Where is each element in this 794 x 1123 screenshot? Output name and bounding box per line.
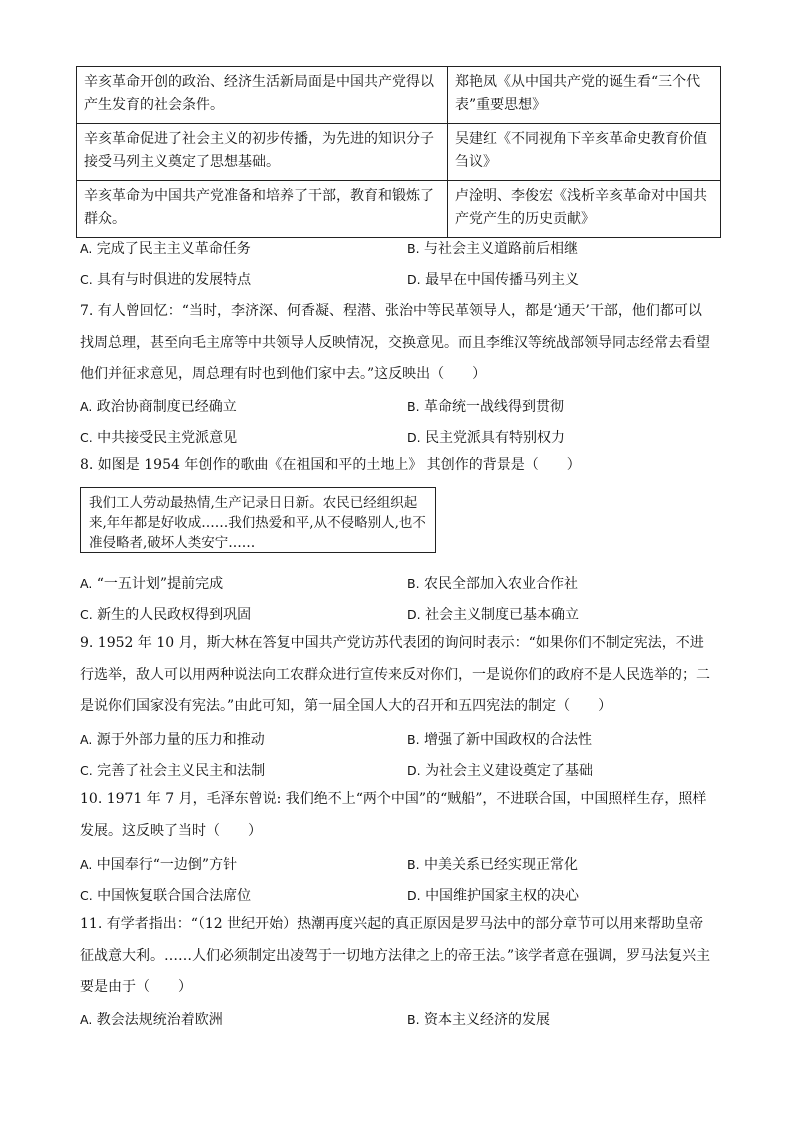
q9-option-d[interactable]: D. 为社会主义建设奠定了基础 <box>407 763 594 779</box>
q9-option-b[interactable]: B. 增强了新中国政权的合法性 <box>407 732 593 748</box>
q9-options-row-1 <box>80 729 720 753</box>
q7-stem: 7. 有人曾回忆：“当时，李济深、何香凝、程潜、张治中等民革领导人，都是‘通天’干部，他们都可以找周总理，甚至向毛主席等中共领导人反映情况，交换意见。而且李维汉等统战部领导同志经常去看望他们并征求意见，周总理有时也到他们家中去。”这反映出（ ） <box>80 303 710 382</box>
q11-option-b[interactable]: B. 资本主义经济的发展 <box>407 1012 551 1028</box>
q11-option-a[interactable]: A. 教会法规统治着欧洲 <box>80 1012 223 1028</box>
q6-options-row-1 <box>80 238 720 262</box>
table-row <box>77 124 721 181</box>
q6-option-c[interactable]: C. 具有与时俱进的发展特点 <box>80 272 252 288</box>
q9-option-c[interactable]: C. 完善了社会主义民主和法制 <box>80 763 266 779</box>
q11-stem: 11. 有学者指出：“（12 世纪开始）热潮再度兴起的真正原因是罗马法中的部分章节可以用来帮助皇帝征战意大利。……人们必须制定出凌驾于一切地方法律之上的帝王法。”该学者意在强调，罗马法复兴主要是由于（ ） <box>80 916 711 995</box>
q6-option-d[interactable]: D. 最早在中国传播马列主义 <box>407 272 580 288</box>
q8-options-row-1 <box>80 573 720 597</box>
q8-option-d[interactable]: D. 社会主义制度已基本确立 <box>407 607 580 623</box>
q8-option-b[interactable]: B. 农民全部加入农业合作社 <box>407 576 579 592</box>
q6-option-b[interactable]: B. 与社会主义道路前后相继 <box>407 241 579 257</box>
q10-option-b[interactable]: B. 中美关系已经实现正常化 <box>407 857 579 873</box>
table-cell-view: 辛亥革命促进了社会主义的初步传播，为先进的知识分子接受马列主义奠定了思想基础。 <box>77 124 448 181</box>
q8-option-a[interactable]: A. “一五计划”提前完成 <box>80 576 224 592</box>
q9-stem: 9. 1952 年 10 月，斯大林在答复中国共产党访苏代表团的询问时表示：“如果你们不制定宪法，不进行选举，敌人可以用两种说法向工农群众进行宣传来反对你们，一是说你们的政府不是人民选举的；二是说你们国家没有宪法。”由此可知，第一届全国人大的召开和五四宪法的制定（ ） <box>80 635 710 714</box>
q6-options-row-2 <box>80 269 720 293</box>
q7-options-row-1 <box>80 396 720 420</box>
table-cell-view: 辛亥革命为中国共产党准备和培养了干部，教育和锻炼了群众。 <box>77 181 448 238</box>
q9-option-a[interactable]: A. 源于外部力量的压力和推动 <box>80 732 265 748</box>
q10-options-row-1 <box>80 854 720 878</box>
table-cell-view: 辛亥革命开创的政治、经济生活新局面是中国共产党得以产生发育的社会条件。 <box>77 67 448 124</box>
q11-options-row-1 <box>80 1009 720 1033</box>
q7-option-d[interactable]: D. 民主党派具有特别权力 <box>407 430 566 446</box>
q7-options-row-2 <box>80 427 720 451</box>
q8-option-c[interactable]: C. 新生的人民政权得到巩固 <box>80 607 252 623</box>
q8-options-row-2 <box>80 604 720 628</box>
q10-option-c[interactable]: C. 中国恢复联合国合法席位 <box>80 888 252 904</box>
table-cell-source: 卢淦明、李俊宏《浅析辛亥革命对中国共产党产生的历史贡献》 <box>448 181 721 238</box>
q7-option-b[interactable]: B. 革命统一战线得到贯彻 <box>407 399 565 415</box>
table-cell-source: 吴建红《不同视角下辛亥革命史教育价值刍议》 <box>448 124 721 181</box>
table-row <box>77 67 721 124</box>
q7-option-a[interactable]: A. 政治协商制度已经确立 <box>80 399 237 415</box>
table-row <box>77 181 721 238</box>
song-lyric-box: 我们工人劳动最热情,生产记录日日新。农民已经组织起来,年年都是好收成……我们热爱和平,从不侵略别人,也不准侵略者,破坏人类安宁…… <box>80 487 436 553</box>
q9-options-row-2 <box>80 760 720 784</box>
scholar-views-table <box>76 66 721 238</box>
q6-option-a[interactable]: A. 完成了民主主义革命任务 <box>80 241 251 257</box>
q7-option-c[interactable]: C. 中共接受民主党派意见 <box>80 430 238 446</box>
q10-stem: 10. 1971 年 7 月，毛泽东曾说: 我们绝不上“两个中国”的“贼船”，不进联合国，中国照样生存，照样发展。这反映了当时（ ） <box>80 791 707 839</box>
q10-option-a[interactable]: A. 中国奉行“一边倒”方针 <box>80 857 238 873</box>
q8-stem: 8. 如图是 1954 年创作的歌曲《在祖国和平的土地上》 其创作的背景是（ ） <box>80 457 581 473</box>
q10-option-d[interactable]: D. 中国维护国家主权的决心 <box>407 888 580 904</box>
table-cell-source: 郑艳凤《从中国共产党的诞生看“三个代表”重要思想》 <box>448 67 721 124</box>
q10-options-row-2 <box>80 885 720 909</box>
